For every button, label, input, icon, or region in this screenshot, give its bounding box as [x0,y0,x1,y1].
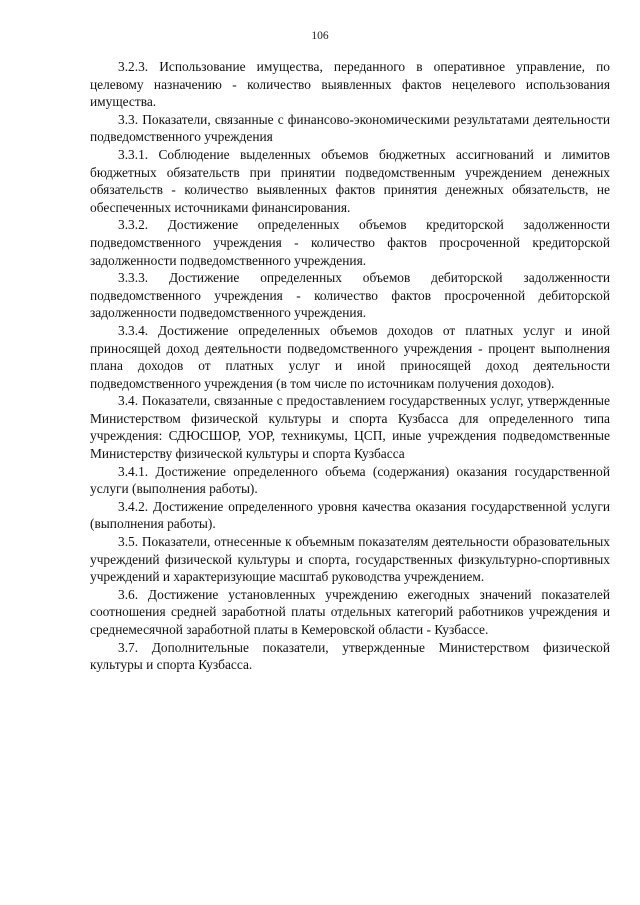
paragraph-3-3-1: 3.3.1. Соблюдение выделенных объемов бюджетных ассигнований и лимитов бюджетных обязательств при принятии подведомственным учреждением денежных обязательств - количество выявленных фактов принятия денежных обязательств, не обеспеченных источниками финансирования. [90,146,610,215]
paragraph-3-4-1: 3.4.1. Достижение определенного объема (содержания) оказания государственной услуги (выполнения работы). [90,463,610,497]
paragraph-3-3: 3.3. Показатели, связанные с финансово-экономическими результатами деятельности подведомственного учреждения [90,111,610,145]
paragraph-3-4-2: 3.4.2. Достижение определенного уровня качества оказания государственной услуги (выполнения работы). [90,498,610,532]
paragraph-3-2-3: 3.2.3. Использование имущества, переданного в оперативное управление, по целевому назначению - количество выявленных фактов нецелевого использования имущества. [90,59,610,110]
paragraph-3-5: 3.5. Показатели, отнесенные к объемным показателям деятельности образовательных учреждений физической культуры и спорта, государственных физкультурно-спортивных учреждений и характеризующие масштаб руководства учреждением. [90,534,610,585]
paragraph-3-3-3: 3.3.3. Достижение определенных объемов дебиторской задолженности подведомственного учреждения - количество фактов просроченной дебиторской задолженности подведомственного учреждения. [90,270,610,321]
paragraph-3-6: 3.6. Достижение установленных учреждению ежегодных значений показателей соотношения средней заработной платы отдельных категорий работников учреждения и среднемесячной заработной платы в Кемеровской области - Кузбассе. [90,586,610,637]
paragraph-3-3-2: 3.3.2. Достижение определенных объемов кредиторской задолженности подведомственного учреждения - количество фактов просроченной кредиторской задолженности подведомственного учреждения. [90,217,610,268]
page-number: 106 [311,30,329,42]
paragraph-3-4: 3.4. Показатели, связанные с предоставлением государственных услуг, утвержденные Министерством физической культуры и спорта Кузбасса для определенного типа учреждения: СДЮСШОР, УОР, техникумы, ЦСП, иные учреждения подведомственные Министерству физической культуры и спорта Кузбасса [90,393,610,462]
paragraph-3-7: 3.7. Дополнительные показатели, утвержденные Министерством физической культуры и спорта Кузбасса. [90,639,610,673]
paragraph-3-3-4: 3.3.4. Достижение определенных объемов доходов от платных услуг и иной приносящей доход деятельности подведомственного учреждения - процент выполнения плана доходов от платных услуг и иной приносящей доход деятельности подведомственного учреждения (в том числе по источникам получения доходов). [90,322,610,391]
document-body [90,58,610,674]
